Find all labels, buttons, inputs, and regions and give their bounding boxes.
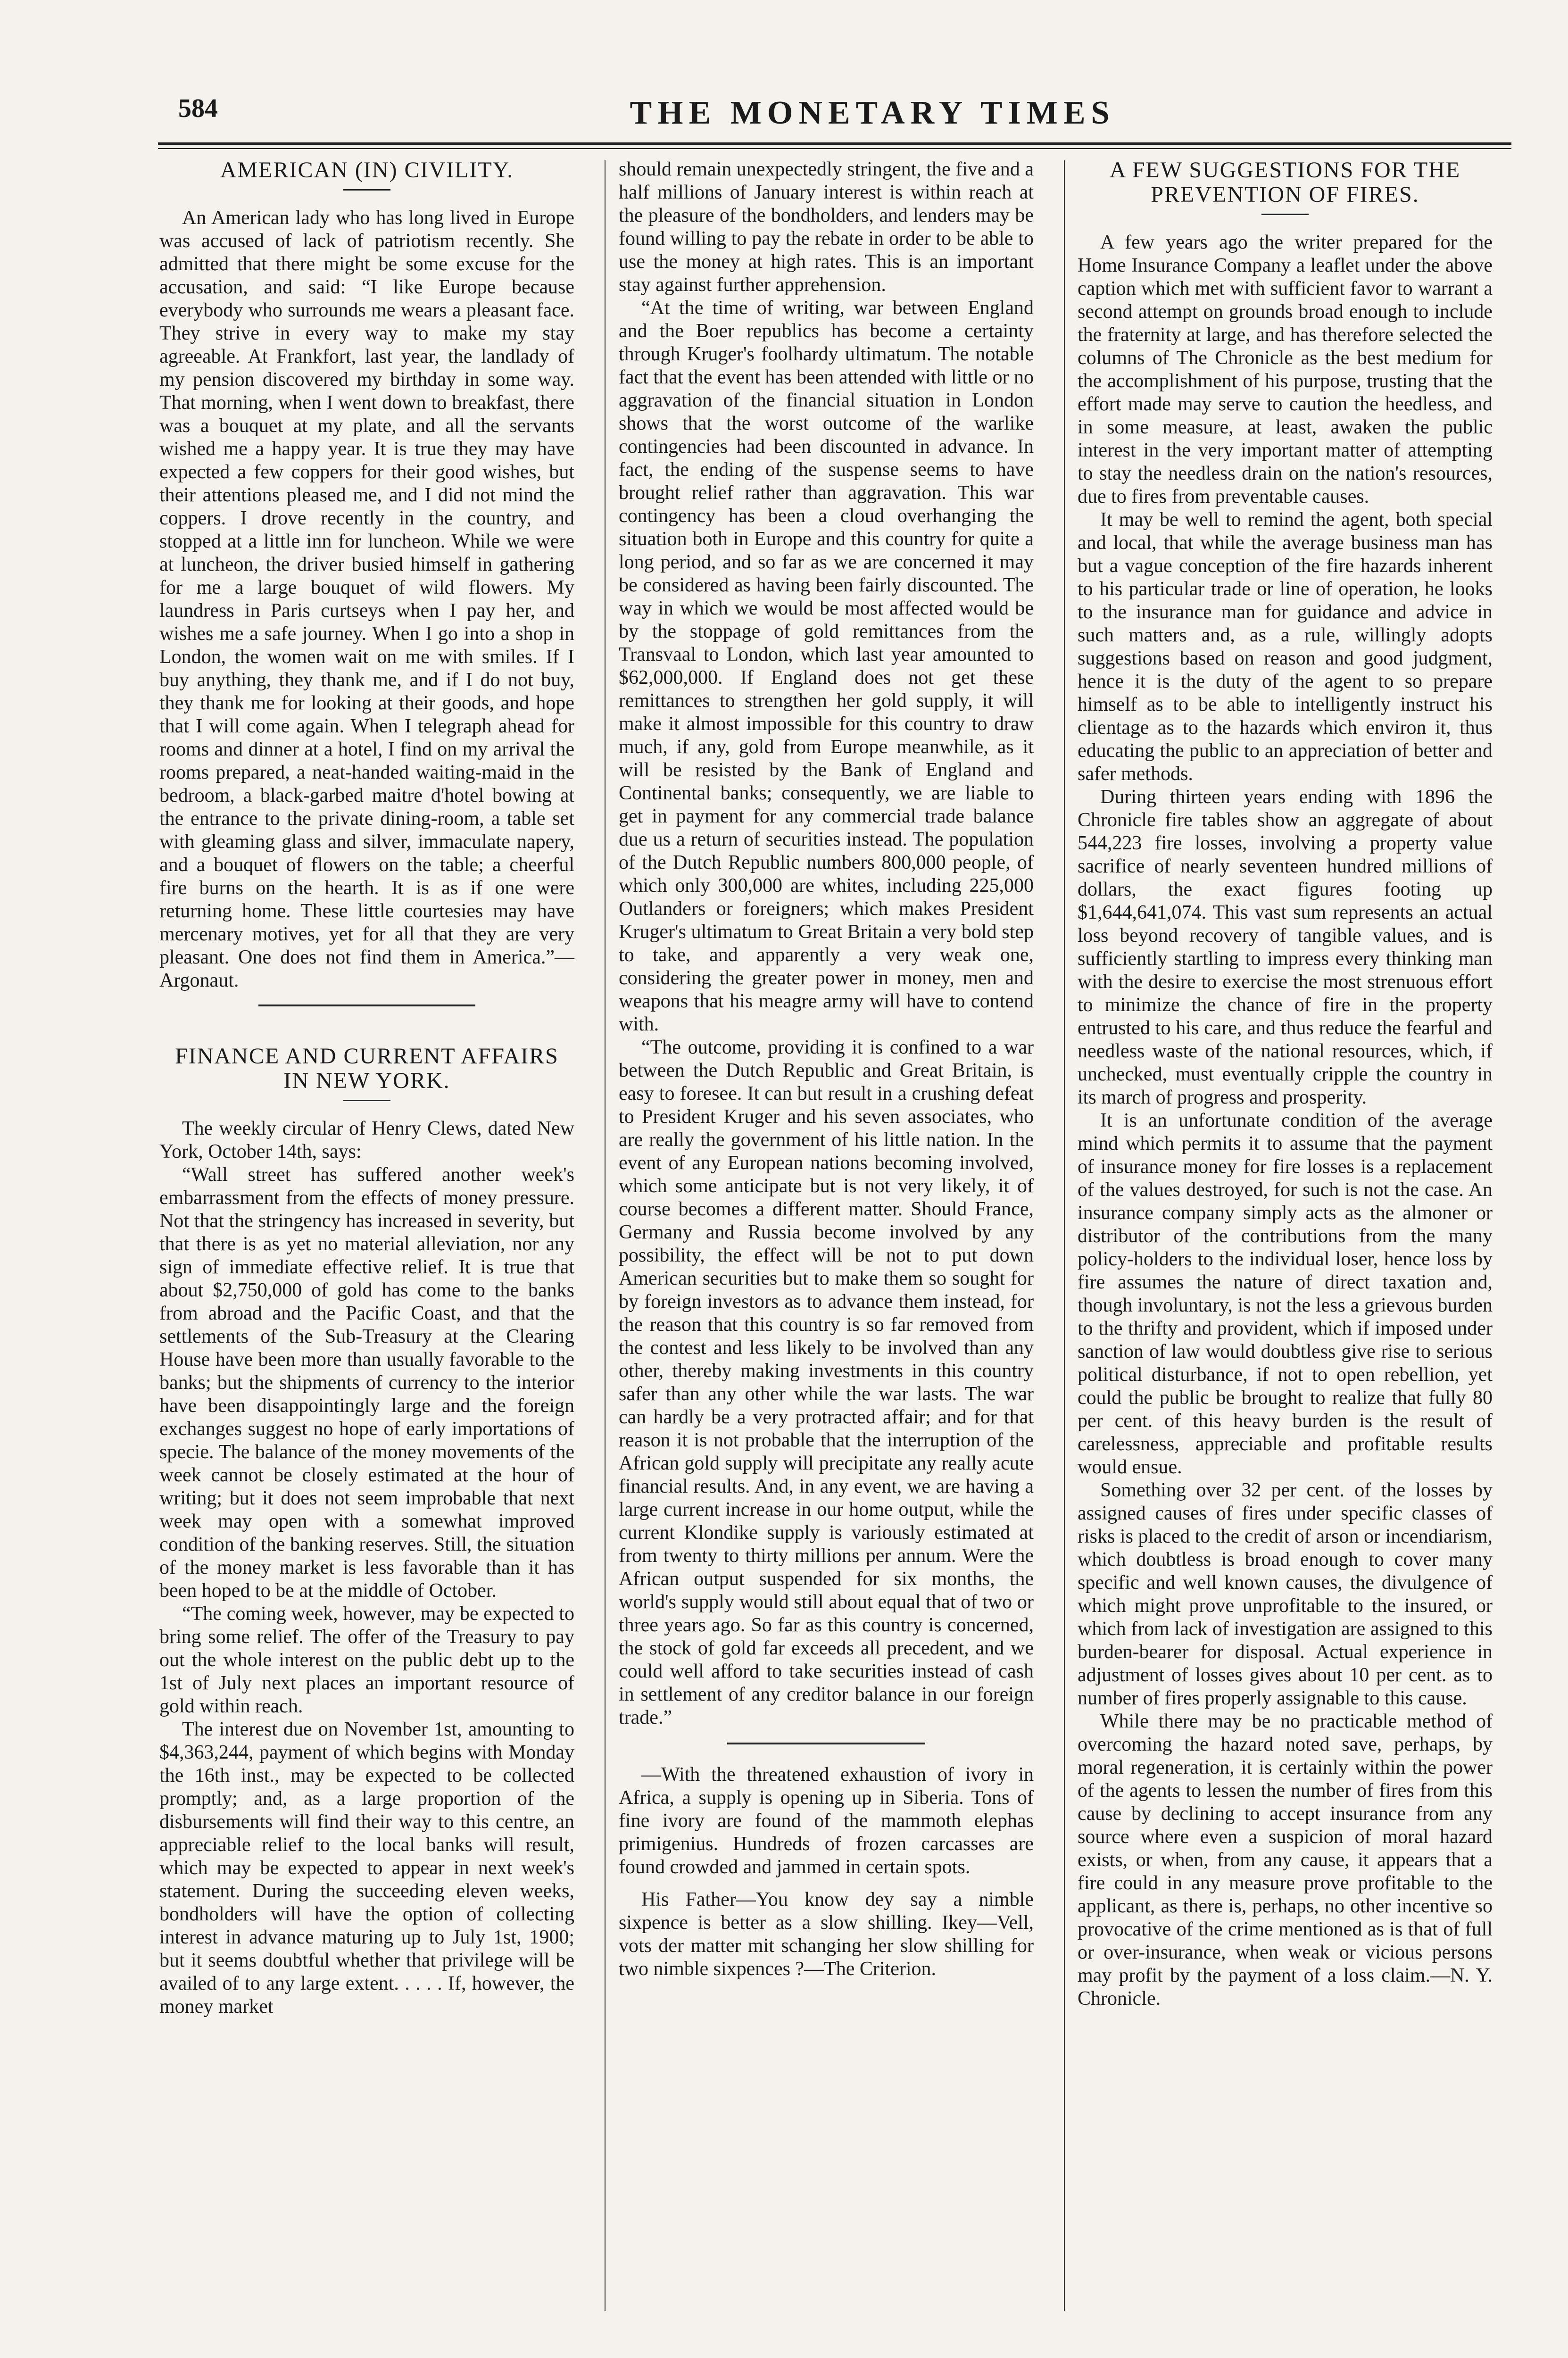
column-2	[619, 158, 1034, 1981]
column-divider-1	[605, 160, 606, 2311]
article-paragraph: It may be well to remind the agent, both special and local, that while the average business man has but a vague conception of the fire hazards inherent to his particular trade or line of operation, he looks to the insurance man for guidance and advice in such matters and, as a rule, willingly adopts suggestions based on reason and good judgment, hence it is the duty of the agent to so prepare himself as to be able to intelligently instruct his clientage as to the hazards which environ it, thus educating the public to an appreciation of better and safer methods.	[1078, 509, 1493, 785]
article-paragraph-joke: His Father—You know dey say a nimble sixpence is better as a slow shilling. Ikey—Vell, vots der matter mit schanging her slow shilling for two nimble sixpences ?—The Criterion.	[619, 1889, 1034, 1980]
article-separator	[727, 1743, 925, 1744]
article-paragraph: An American lady who has long lived in Europe was accused of lack of patriotism recently. She admitted that there might be some excuse for the accusation, and said: “I like Europe because everybody who surrounds me wears a pleasant face. They strive in every way to make my stay agreeable. At Frankfort, last year, the landlady of my pension discovered my birthday in some way. That morning, when I went down to breakfast, there was a bouquet at my plate, and all the servants wished me a happy year. It is true they may have expected a few coppers for their good wishes, but their attentions pleased me, and I did not mind the coppers. I drove recently in the country, and stopped at a little inn for luncheon. While we were at luncheon, the driver busied himself in gathering for me a large bouquet of wild flowers. My laundress in Paris curtseys when I pay her, and wishes me a safe journey. When I go into a shop in London, the women wait on me with smiles. If I buy anything, they thank me, and if I do not buy, they thank me for looking at their goods, and hope that I will come again. When I telegraph ahead for rooms and dinner at a hotel, I find on my arrival the rooms prepared, a neat-handed waiting-maid in the bedroom, a black-garbed maitre d'hotel bowing at the entrance to the private dining-room, a table set with gleaming glass and silver, immaculate napery, and a bouquet of flowers on the table; a cheerful fire burns on the hearth. It is as if one were returning home. These little courtesies may have mercenary motives, yet for all that they are very pleasant. One does not find them in America.”—Argonaut.	[159, 207, 574, 991]
title-rule	[1261, 214, 1309, 215]
title-rule	[343, 1100, 390, 1101]
article-paragraph: should remain unexpectedly stringent, the five and a half millions of January interest is within reach at the pleasure of the bondholders, and lenders may be found willing to pay the rebate in order to be able to use the money at high rates. This is an important stay against further apprehension.	[619, 158, 1034, 296]
article-paragraph: “The outcome, providing it is confined to a war between the Dutch Republic and Great Britain, is easy to foresee. It can but result in a crushing defeat to President Kruger and his seven associates, who are really the government of his little nation. In the event of any European nations becoming involved, which some anticipate but is not very likely, it of course becomes a different matter. Should France, Germany and Russia become involved by any possibility, the effect will be not to put down American securities but to make them so sought for by foreign investors as to advance them instead, for the reason that this country is so far removed from the contest and less likely to be involved than any other, thereby making investments in this country safer than any other while the war lasts. The war can hardly be a very protracted affair; and for that reason it is not probable that the interruption of the African gold supply will precipitate any really acute financial results. And, in any event, we are having a large current increase in our home output, while the current Klondike supply is variously estimated at from twenty to thirty millions per annum. Were the African output suspended for six months, the world's supply would still about equal that of two or three years ago. So far as this country is concerned, the stock of gold far exceeds all precedent, and we could well afford to take securities instead of cash in settlement of any creditor balance in our foreign trade.”	[619, 1037, 1034, 1728]
header-rule-thin	[158, 148, 1511, 149]
title-rule	[343, 189, 390, 191]
article-paragraph: Something over 32 per cent. of the losses by assigned causes of fires under specific classes of risks is placed to the credit of arson or incendiarism, which doubtless is broad enough to cover many specific and well known causes, the divulgence of which might prove unprofitable to the insured, or which from lack of investigation are assigned to this burden-bearer for disposal. Actual experience in adjustment of losses gives about 10 per cent. as to number of fires properly assignable to this cause.	[1078, 1479, 1493, 1709]
masthead: THE MONETARY TIMES	[630, 95, 1115, 131]
column-3	[1078, 158, 1493, 2010]
header-rule	[158, 142, 1511, 145]
page-number: 584	[178, 94, 218, 123]
article-paragraph: It is an unfortunate condition of the average mind which permits it to assume that the payment of insurance money for fire losses is a replacement of the values destroyed, for such is not the case. An insurance company simply acts as the almoner or distributor of the contributions from the many policy-holders to the individual loser, hence loss by fire assumes the nature of direct taxation and, though involuntary, is not the less a grievous burden to the thrifty and provident, which if imposed under sanction of law would doubtless give rise to serious political disturbance, if not to open rebellion, yet could the public be brought to realize that fully 80 per cent. of this heavy burden is the result of carelessness, appreciable and profitable results would ensue.	[1078, 1110, 1493, 1478]
article-title-american-civility: AMERICAN (IN) CIVILITY.	[220, 158, 514, 183]
article-separator	[258, 1005, 475, 1006]
article-paragraph: A few years ago the writer prepared for the Home Insurance Company a leaflet under the above caption which met with sufficient favor to warrant a second attempt on grounds broad enough to include the fraternity at large, and has therefore selected the columns of The Chronicle as the best medium for the accomplishment of his purpose, trusting that the effort made may serve to caution the heedless, and in some measure, at least, awaken the public interest in the very important matter of attempting to stay the needless drain on the nation's resources, due to fires from preventable causes.	[1078, 232, 1493, 507]
article-paragraph: During thirteen years ending with 1896 the Chronicle fire tables show an aggregate of about 544,223 fire losses, involving a property value sacrifice of nearly seventeen hundred millions of dollars, the exact figures footing up $1,644,641,074. This vast sum represents an actual loss beyond recovery of tangible values, and is sufficiently startling to impress every thinking man with the desire to exercise the most strenuous effort to minimize the chance of fire in the property entrusted to his care, and thus reduce the fearful and needless waste of the national resources, which, if unchecked, must eventually cripple the country in its march of progress and prosperity.	[1078, 786, 1493, 1108]
article-paragraph-ivory: —With the threatened exhaustion of ivory in Africa, a supply is opening up in Siberia. Tons of fine ivory are found of the mammoth elephas primigenius. Hundreds of frozen carcasses are found crowded and jammed in certain spots.	[619, 1764, 1034, 1878]
article-paragraph: The weekly circular of Henry Clews, dated New York, October 14th, says:	[159, 1118, 574, 1162]
article-paragraph: The interest due on November 1st, amounting to $4,363,244, payment of which begins with Monday the 16th inst., may be expected to be collected promptly; and, as a large proportion of the disbursements will find their way to this centre, an appreciable relief to the local banks will result, which may be expected to appear in next week's statement. During the succeeding eleven weeks, bondholders will have the option of collecting interest in advance maturing up to July 1st, 1900; but it seems doubtful whether that privilege will be availed of to any large extent. . . . . If, however, the money market	[159, 1719, 574, 2018]
article-paragraph: “At the time of writing, war between England and the Boer republics has become a certainty through Kruger's foolhardy ultimatum. The notable fact that the event has been attended with little or no aggravation of the financial situation in London shows that the worst outcome of the warlike contingencies had been discounted in advance. In fact, the ending of the suspense seems to have brought relief rather than aggravation. This war contingency has been a cloud overhanging the situation both in Europe and this country for quite a long period, and so far as we are concerned it may be considered as having been fairly discounted. The way in which we would be most affected would be by the stoppage of gold remittances from the Transvaal to London, which last year amounted to $62,000,000. If England does not get these remittances to strengthen her gold supply, it will make it almost impossible for this country to draw much, if any, gold from Europe meanwhile, as it will be resisted by the Bank of England and Continental banks; consequently, we are liable to get in payment for any commercial trade balance due us a return of securities instead. The population of the Dutch Republic numbers 800,000 people, of which only 300,000 are whites, including 225,000 Outlanders or foreigners; which makes President Kruger's ultimatum to Great Britain a very bold step to take, and apparently a very weak one, considering the greater power in money, men and weapons that his meagre army will have to contend with.	[619, 297, 1034, 1035]
column-divider-2	[1064, 160, 1065, 2311]
article-paragraph: While there may be no practicable method of overcoming the hazard noted save, perhaps, by moral regeneration, it is certainly within the power of the agents to lessen the number of fires from this cause by declining to accept insurance from any source where even a suspicion of moral hazard exists, or when, from any cause, it appears that a fire could in any measure prove profitable to the applicant, as there is, perhaps, no other incentive so provocative of the crime mentioned as is that of full or over-insurance, when weak or vicious persons may profit by the payment of a loss claim.—N. Y. Chronicle.	[1078, 1710, 1493, 2009]
article-paragraph: “Wall street has suffered another week's embarrassment from the effects of money pressure. Not that the stringency has increased in severity, but that there is as yet no material alleviation, nor any sign of immediate effective relief. It is true that about $2,750,000 of gold has come to the banks from abroad and the Pacific Coast, and that the settlements of the Sub-Treasury at the Clearing House have been more than usually favorable to the banks; but the shipments of currency to the interior have been disappointingly large and the foreign exchanges suggest no hope of early importations of specie. The balance of the money movements of the week cannot be closely estimated at the hour of writing; but it does not seem improbable that next week may open with a somewhat improved condition of the banking reserves. Still, the situation of the money market is less favorable than it has been hoped to be at the middle of October.	[159, 1164, 574, 1602]
article-paragraph: “The coming week, however, may be expected to bring some relief. The offer of the Treasury to pay out the whole interest on the public debt up to the 1st of July next places an important resource of gold within reach.	[159, 1603, 574, 1717]
article-title-finance-new-york: FINANCE AND CURRENT AFFAIRS IN NEW YORK.	[175, 1044, 559, 1093]
article-title-fire-prevention: A FEW SUGGESTIONS FOR THE PREVENTION OF FIRES.	[1109, 158, 1461, 207]
column-1	[159, 158, 574, 2018]
